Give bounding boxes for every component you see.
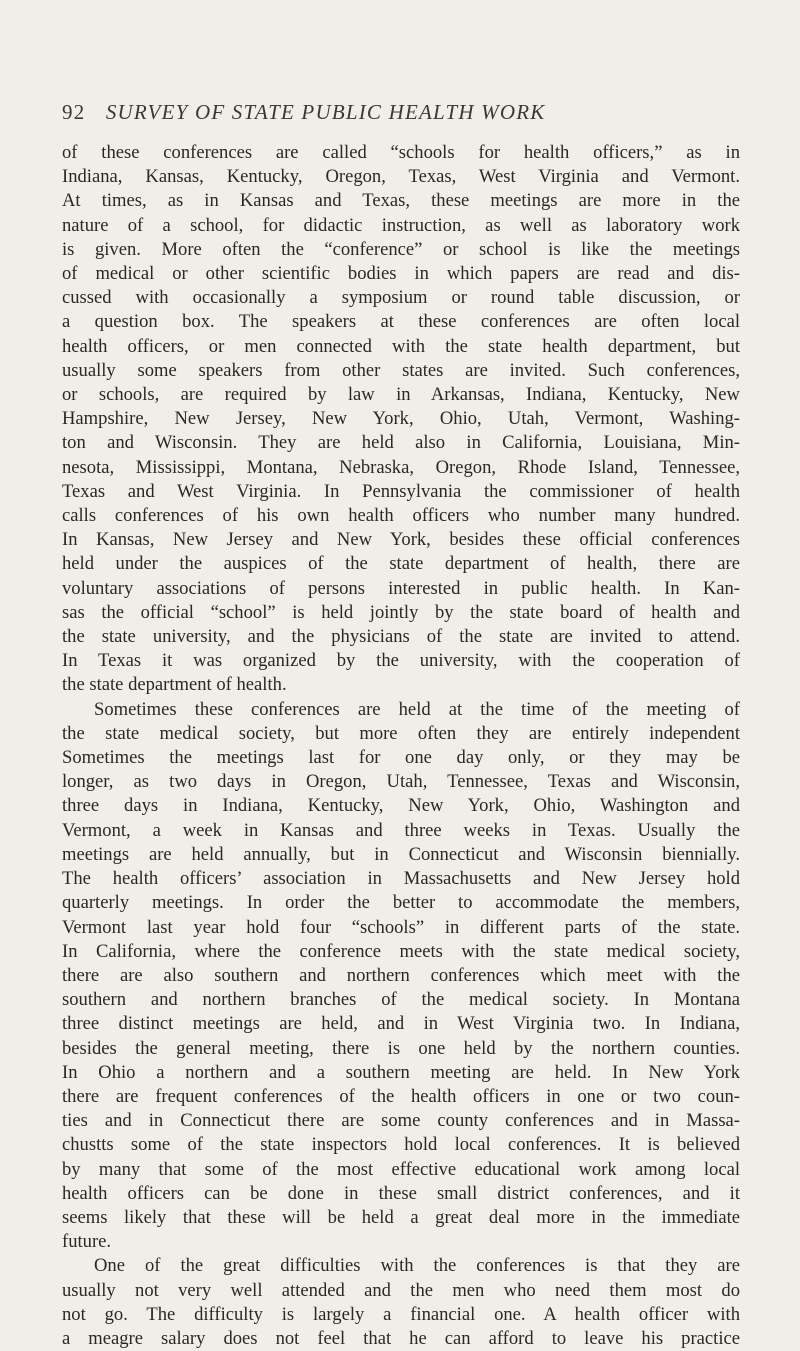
running-title: SURVEY OF STATE PUBLIC HEALTH WORK: [105, 100, 546, 124]
text-line: health officers, or men connected with the state health department, but: [62, 335, 740, 357]
text-line: not go. The difficulty is largely a financial one. A health officer with: [62, 1303, 740, 1325]
text-line: nature of a school, for didactic instruction, as well as laboratory work: [62, 214, 740, 236]
text-line: three distinct meetings are held, and in West Virginia two. In Indiana,: [62, 1013, 740, 1035]
text-line: Sometimes these conferences are held at the time of the meeting of: [94, 698, 740, 720]
text-line: Sometimes the meetings last for one day only, or they may be: [62, 747, 740, 769]
paragraph: [62, 1254, 740, 1351]
text-line: three days in Indiana, Kentucky, New York, Ohio, Washington and: [62, 795, 740, 817]
page-number: 92: [62, 100, 86, 124]
text-line: southern and northern branches of the medical society. In Montana: [62, 989, 740, 1011]
text-line: sas the official “school” is held jointly by the state board of health and: [62, 601, 740, 623]
text-line: Hampshire, New Jersey, New York, Ohio, Utah, Vermont, Washing-: [62, 408, 740, 430]
text-line: by many that some of the most effective educational work among local: [62, 1158, 740, 1180]
text-line: there are also southern and northern conferences which meet with the: [62, 964, 740, 986]
text-line: future.: [62, 1231, 112, 1253]
text-line: the state department of health.: [62, 674, 287, 696]
text-line: of medical or other scientific bodies in which papers are read and dis-: [62, 263, 740, 285]
text-line: In Ohio a northern and a southern meeting are held. In New York: [62, 1061, 740, 1083]
text-line: Texas and West Virginia. In Pennsylvania the commissioner of health: [62, 480, 740, 502]
body-text: [62, 141, 740, 1351]
text-line: cussed with occasionally a symposium or round table discussion, or: [62, 287, 740, 309]
paragraph: [62, 141, 740, 698]
text-line: chustts some of the state inspectors hold local conferences. It is believed: [62, 1134, 740, 1156]
text-line: besides the general meeting, there is one held by the northern counties.: [62, 1037, 740, 1059]
text-line: a question box. The speakers at these conferences are often local: [62, 311, 740, 333]
text-line: In Kansas, New Jersey and New York, besides these official conferences: [62, 529, 740, 551]
text-line: At times, as in Kansas and Texas, these meetings are more in the: [62, 190, 740, 212]
text-line: held under the auspices of the state department of health, there are: [62, 553, 740, 575]
text-line: of these conferences are called “schools for health officers,” as in: [62, 142, 740, 163]
text-line: voluntary associations of persons interested in public health. In Kan-: [62, 577, 740, 599]
text-line: the state university, and the physicians of the state are invited to attend.: [62, 626, 740, 648]
text-line: there are frequent conferences of the health officers in one or two coun-: [62, 1085, 740, 1107]
text-line: health officers can be done in these small district conferences, and it: [62, 1182, 740, 1204]
running-header: [62, 100, 545, 125]
text-line: nesota, Mississippi, Montana, Nebraska, Oregon, Rhode Island, Tennessee,: [62, 456, 740, 478]
text-line: or schools, are required by law in Arkansas, Indiana, Kentucky, New: [62, 384, 740, 406]
text-line: calls conferences of his own health officers who number many hundred.: [62, 505, 740, 527]
text-line: usually not very well attended and the men who need them most do: [62, 1279, 740, 1301]
text-line: quarterly meetings. In order the better to accommodate the members,: [62, 892, 740, 914]
text-line: the state medical society, but more often they are entirely independent: [62, 722, 740, 744]
text-line: In Texas it was organized by the university, with the cooperation of: [62, 650, 740, 672]
text-line: a meagre salary does not feel that he can afford to leave his practice: [62, 1327, 740, 1349]
text-line: The health officers’ association in Massachusetts and New Jersey hold: [62, 868, 740, 890]
text-line: meetings are held annually, but in Connecticut and Wisconsin biennially.: [62, 843, 740, 865]
text-line: Vermont last year hold four “schools” in different parts of the state.: [62, 916, 740, 938]
text-line: usually some speakers from other states are invited. Such conferences,: [62, 359, 740, 381]
paragraph: [62, 698, 740, 1255]
text-line: One of the great difficulties with the conferences is that they are: [94, 1255, 740, 1277]
text-line: is given. More often the “conference” or school is like the meetings: [62, 238, 740, 260]
text-line: ton and Wisconsin. They are held also in California, Louisiana, Min-: [62, 432, 740, 454]
text-line: In California, where the conference meets with the state medical society,: [62, 940, 740, 962]
text-line: seems likely that these will be held a great deal more in the immediate: [62, 1206, 740, 1228]
text-line: longer, as two days in Oregon, Utah, Tennessee, Texas and Wisconsin,: [62, 771, 740, 793]
text-line: Indiana, Kansas, Kentucky, Oregon, Texas, West Virginia and Vermont.: [62, 166, 740, 188]
text-line: ties and in Connecticut there are some county conferences and in Massa-: [62, 1110, 740, 1132]
text-line: Vermont, a week in Kansas and three weeks in Texas. Usually the: [62, 819, 740, 841]
